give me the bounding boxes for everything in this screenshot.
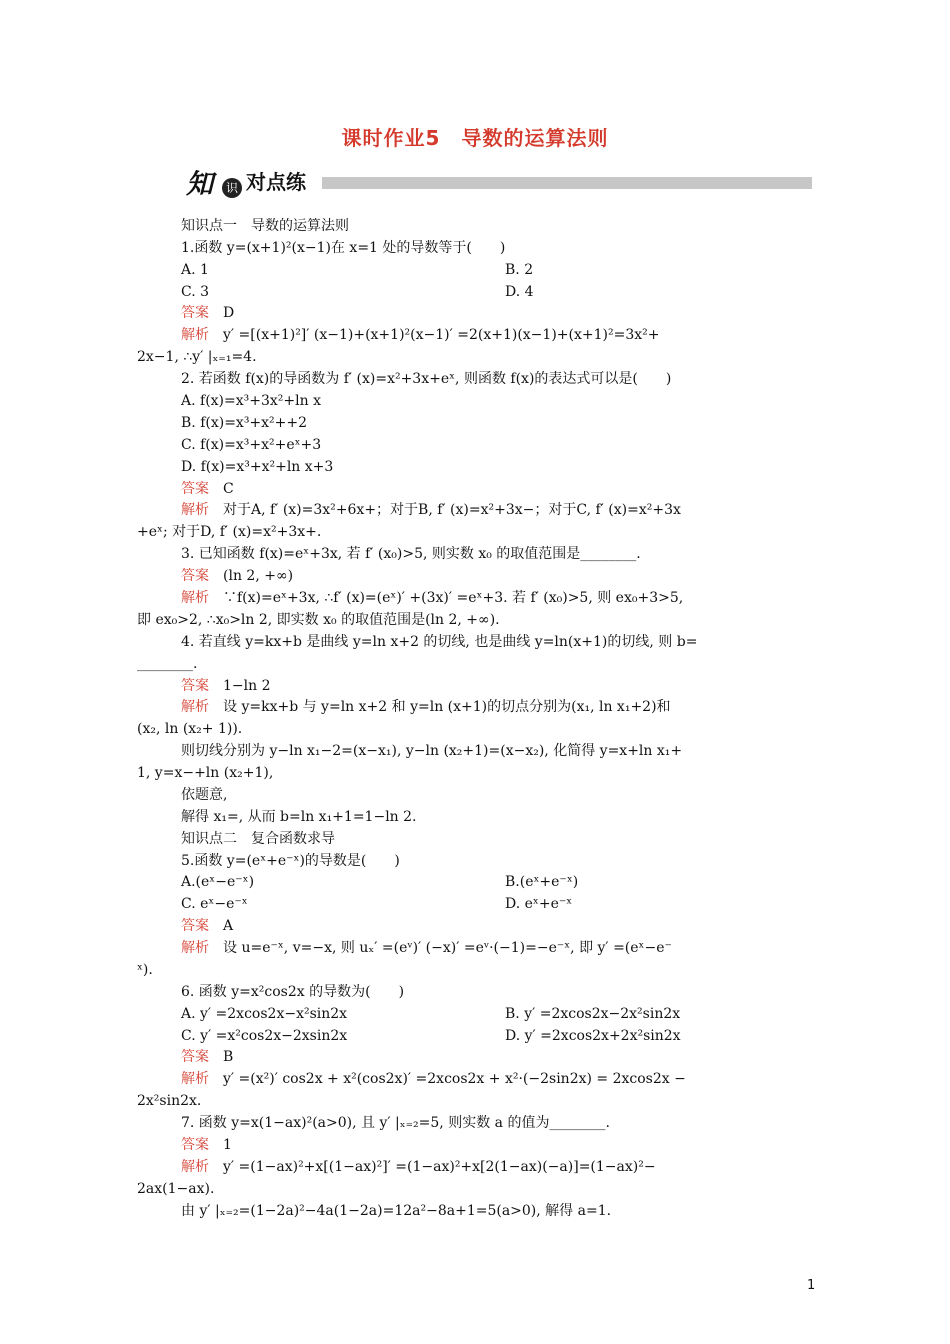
option-d: D. eˣ+e⁻ˣ	[505, 896, 573, 912]
answer-line	[181, 479, 861, 499]
answer-value: 1	[223, 1137, 232, 1153]
question-stem: 1.函数 y=(x+1)²(x−1)在 x=1 处的导数等于( )	[181, 240, 506, 256]
analysis-label: 解析	[181, 590, 209, 606]
option-d: D. 4	[505, 284, 534, 300]
analysis-label: 解析	[181, 940, 209, 956]
option-b: B.(eˣ+e⁻ˣ)	[505, 874, 579, 890]
banner-char-zhi: 知	[186, 169, 211, 200]
option-a: A.(eˣ−e⁻ˣ)	[181, 874, 255, 890]
answer-line	[181, 916, 861, 936]
answer-line	[181, 676, 861, 696]
question-stem: 6. 函数 y=x²cos2x 的导数为( )	[181, 984, 405, 1000]
analysis-line	[181, 500, 861, 520]
answer-line	[181, 1047, 861, 1067]
question-stem: 2. 若函数 f(x)的导函数为 f′ (x)=x²+3x+eˣ, 则函数 f(x)的表达式可以是( )	[181, 371, 672, 387]
answer-label: 答案	[181, 918, 209, 934]
analysis-line	[181, 1069, 861, 1089]
question-stem: 5.函数 y=(eˣ+e⁻ˣ)的导数是( )	[181, 853, 400, 869]
option-c: C. f(x)=x³+x²+eˣ+3	[181, 437, 322, 453]
analysis-text: y′ =(1−ax)²+x[(1−ax)²]′ =(1−ax)²+x[2(1−ax)(−a)]=(1−ax)²−	[223, 1159, 656, 1175]
answer-label: 答案	[181, 305, 209, 321]
option-d: D. f(x)=x³+x²+ln x+3	[181, 459, 334, 475]
option-a: A. f(x)=x³+3x²+ln x	[181, 393, 321, 409]
question-stem: 7. 函数 y=x(1−ax)²(a>0), 且 y′ |ₓ₌₂=5, 则实数 a 的值为________.	[181, 1115, 610, 1131]
analysis-text: +eˣ; 对于D, f′ (x)=x²+3x+.	[137, 524, 322, 540]
analysis-line	[181, 588, 861, 608]
option-c: C. 3	[181, 284, 210, 300]
analysis-label: 解析	[181, 1159, 209, 1175]
analysis-label: 解析	[181, 502, 209, 518]
analysis-text: 设 u=e⁻ˣ, v=−x, 则 uₓ′ =(eᵛ)′ (−x)′ =eᵛ·(−1)=−e⁻ˣ, 即 y′ =(eˣ−e⁻	[223, 940, 672, 956]
answer-value: A	[223, 918, 234, 934]
analysis-label: 解析	[181, 1071, 209, 1087]
analysis-text: 设 y=kx+b 与 y=ln x+2 和 y=ln (x+1)的切点分别为(x₁, ln x₁+2)和	[223, 699, 671, 715]
analysis-text: y′ =[(x+1)²]′ (x−1)+(x+1)²(x−1)′ =2(x+1)(x−1)+(x+1)²=3x²+	[223, 327, 660, 343]
answer-value: D	[223, 305, 235, 321]
answer-label: 答案	[181, 678, 209, 694]
analysis-label: 解析	[181, 327, 209, 343]
analysis-text: (x₂, ln (x₂+ 1)).	[137, 721, 243, 737]
question-stem: ________.	[137, 656, 198, 672]
analysis-line	[181, 938, 861, 958]
option-a: A. 1	[181, 262, 209, 278]
option-a: A. y′ =2xcos2x−x²sin2x	[181, 1006, 348, 1022]
analysis-line	[181, 325, 861, 345]
option-b: B. 2	[505, 262, 534, 278]
question-stem: 4. 若直线 y=kx+b 是曲线 y=ln x+2 的切线, 也是曲线 y=ln(x+1)的切线, 则 b=	[181, 634, 698, 650]
section-banner	[182, 160, 812, 208]
analysis-text: 1, y=x−+ln (x₂+1),	[137, 765, 274, 781]
page-number: 1	[807, 1278, 816, 1293]
analysis-text: 解得 x₁=, 从而 b=ln x₁+1=1−ln 2.	[181, 809, 417, 825]
analysis-text: y′ =(x²)′ cos2x + x²(cos2x)′ =2xcos2x + x²·(−2sin2x) = 2xcos2x −	[223, 1071, 686, 1087]
option-b: B. f(x)=x³+x²++2	[181, 415, 308, 431]
section-heading: 知识点二 复合函数求导	[181, 831, 335, 847]
section-heading: 知识点一 导数的运算法则	[181, 218, 349, 234]
analysis-text: 依题意,	[181, 787, 228, 803]
page-title: 课时作业5 导数的运算法则	[341, 126, 609, 150]
analysis-text: 2x²sin2x.	[137, 1093, 202, 1109]
option-d: D. y′ =2xcos2x+2x²sin2x	[505, 1028, 681, 1044]
option-c: C. eˣ−e⁻ˣ	[181, 896, 248, 912]
analysis-line	[181, 697, 861, 717]
answer-value: (ln 2, +∞)	[223, 568, 294, 584]
analysis-text: 则切线分别为 y−ln x₁−2=(x−x₁), y−ln (x₂+1)=(x−x₂), 化简得 y=x+ln x₁+	[181, 743, 683, 759]
answer-value: 1−ln 2	[223, 678, 271, 694]
answer-line	[181, 303, 861, 323]
question-stem: 3. 已知函数 f(x)=eˣ+3x, 若 f′ (x₀)>5, 则实数 x₀ 的取值范围是________.	[181, 546, 641, 562]
answer-line	[181, 1135, 861, 1155]
answer-label: 答案	[181, 568, 209, 584]
option-b: B. y′ =2xcos2x−2x²sin2x	[505, 1006, 681, 1022]
analysis-text: 2ax(1−ax).	[137, 1181, 215, 1197]
answer-label: 答案	[181, 1137, 209, 1153]
banner-char-shi: 识	[222, 178, 242, 198]
answer-value: B	[223, 1049, 234, 1065]
analysis-text: 即 ex₀>2, ∴x₀>ln 2, 即实数 x₀ 的取值范围是(ln 2, +∞).	[137, 612, 500, 628]
analysis-text: 2x−1, ∴y′ |ₓ₌₁=4.	[137, 349, 257, 365]
analysis-text: 对于A, f′ (x)=3x²+6x+；对于B, f′ (x)=x²+3x−；对于C, f′ (x)=x²+3x	[223, 502, 681, 518]
answer-label: 答案	[181, 481, 209, 497]
analysis-text: ˣ).	[137, 962, 153, 978]
option-c: C. y′ =x²cos2x−2xsin2x	[181, 1028, 348, 1044]
answer-label: 答案	[181, 1049, 209, 1065]
analysis-text: 由 y′ |ₓ₌₂=(1−2a)²−4a(1−2a)=12a²−8a+1=5(a>0), 解得 a=1.	[181, 1203, 612, 1219]
answer-line	[181, 566, 861, 586]
analysis-line	[181, 1157, 861, 1177]
analysis-label: 解析	[181, 699, 209, 715]
analysis-text: ∵f(x)=eˣ+3x, ∴f′ (x)=(eˣ)′ +(3x)′ =eˣ+3. 若 f′ (x₀)>5, 则 ex₀+3>5,	[223, 590, 684, 606]
banner-bar	[322, 177, 812, 189]
answer-value: C	[223, 481, 234, 497]
banner-text: 对点练	[246, 170, 306, 194]
